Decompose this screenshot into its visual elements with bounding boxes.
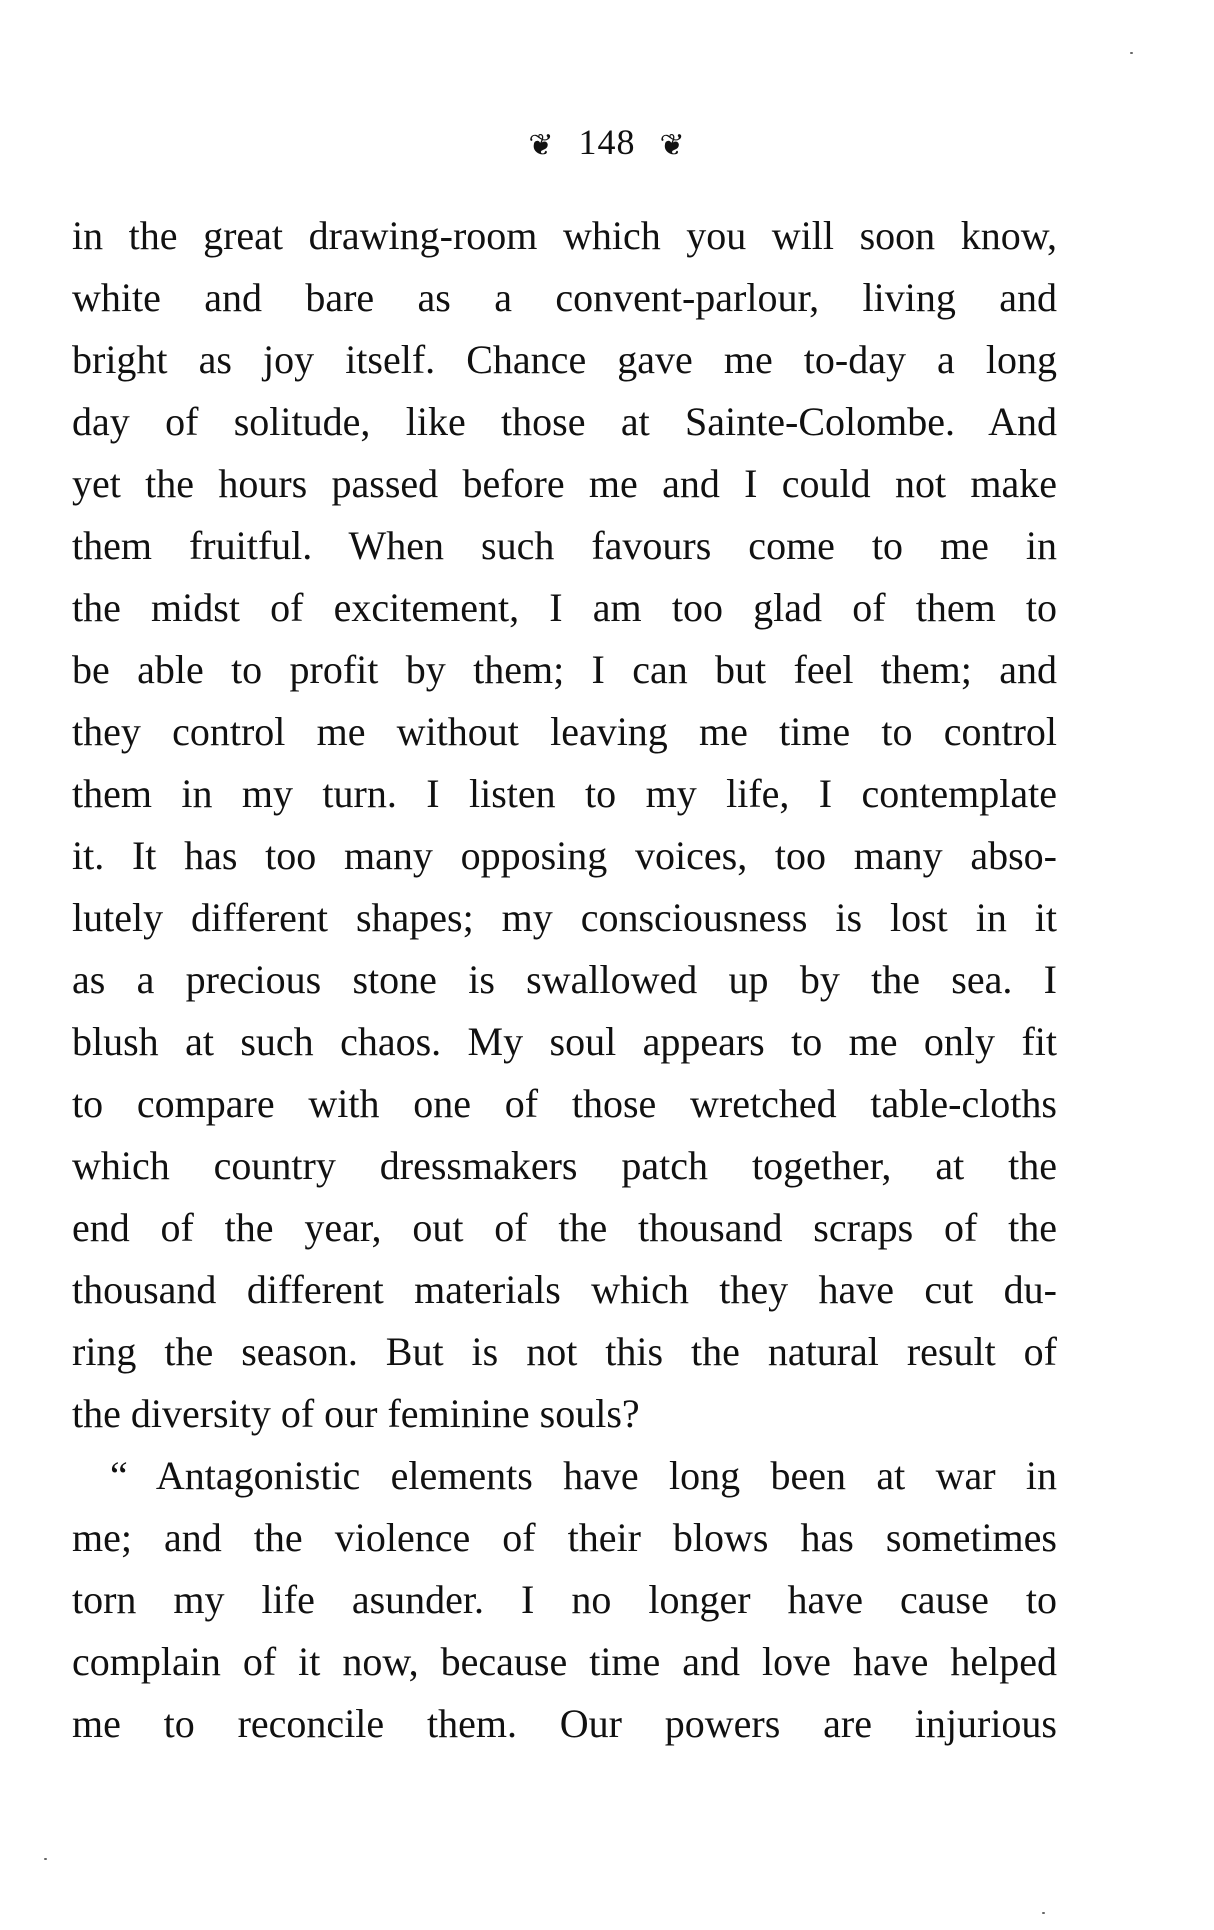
text-line: “ Antagonistic elements have long been at war in (110, 1453, 1057, 1498)
text-line: which country dressmakers patch together, at the (72, 1143, 1057, 1188)
text-line: torn my life asunder. I no longer have cause to (72, 1577, 1057, 1622)
paragraph-2 (72, 1445, 1057, 1755)
text-line: the midst of excitement, I am too glad of them to (72, 585, 1057, 630)
text-line: thousand different materials which they have cut du- (72, 1267, 1057, 1312)
text-line: day of solitude, like those at Sainte-Colombe. And (72, 399, 1057, 444)
text-line: them fruitful. When such favours come to me in (72, 523, 1057, 568)
right-ornament-icon: ❦ (659, 128, 686, 162)
text-line: end of the year, out of the thousand scraps of the (72, 1205, 1057, 1250)
text-line: me to reconcile them. Our powers are injurious (72, 1701, 1057, 1746)
left-ornament-icon: ❦ (528, 128, 555, 162)
text-line: be able to profit by them; I can but feel them; and (72, 647, 1057, 692)
scan-speck (44, 1858, 47, 1860)
text-line: as a precious stone is swallowed up by the sea. I (72, 957, 1057, 1002)
text-line: to compare with one of those wretched table-cloths (72, 1081, 1057, 1126)
text-line: the diversity of our feminine souls? (72, 1391, 640, 1436)
body-text (72, 205, 1057, 1755)
page-number: 148 (578, 122, 636, 162)
text-line: blush at such chaos. My soul appears to me only fit (72, 1019, 1057, 1064)
text-line: me; and the violence of their blows has sometimes (72, 1515, 1057, 1560)
page-header (0, 120, 1214, 168)
text-line: complain of it now, because time and love have helped (72, 1639, 1057, 1684)
text-line: them in my turn. I listen to my life, I contemplate (72, 771, 1057, 816)
text-line: lutely different shapes; my consciousness is lost in it (72, 895, 1057, 940)
text-line: yet the hours passed before me and I could not make (72, 461, 1057, 506)
paragraph-1 (72, 205, 1057, 1445)
text-line: in the great drawing-room which you will soon know, (72, 213, 1057, 258)
text-line: they control me without leaving me time to control (72, 709, 1057, 754)
text-line: ring the season. But is not this the natural result of (72, 1329, 1057, 1374)
text-line: white and bare as a convent-parlour, living and (72, 275, 1057, 320)
scan-speck (1130, 52, 1133, 54)
text-line: bright as joy itself. Chance gave me to-day a long (72, 337, 1057, 382)
scan-speck (1042, 1912, 1045, 1914)
text-line: it. It has too many opposing voices, too many abso- (72, 833, 1057, 878)
